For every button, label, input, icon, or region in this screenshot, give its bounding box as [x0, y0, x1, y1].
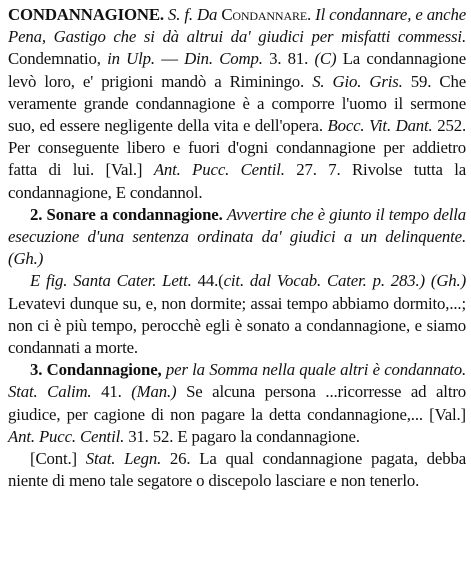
dictionary-entry	[8, 4, 466, 492]
citation-tag: (Man.)	[131, 382, 177, 402]
page-reference: p. 283.)	[372, 271, 425, 291]
citation-ref: 59.	[410, 71, 432, 91]
figurative-label: E fig.	[30, 271, 68, 291]
citation-tag: (Gh.)	[430, 271, 467, 291]
etymology-reference: Condannare.	[221, 5, 312, 24]
definition: Il condannare, e anche Pena, Gastigo che si dà altrui da' giudici per misfatti commessi.	[8, 5, 467, 47]
sense-paragraph	[8, 204, 466, 271]
citation-source: Stat. Legn.	[85, 449, 162, 469]
citation-text: Per conseguente libero e fuori d'ogni condannagione per addietro fatta di lui.	[8, 138, 466, 180]
citation-source: Ant. Pucc. Centil.	[153, 160, 285, 180]
citation-ref: 252.	[437, 116, 466, 136]
citation-source: Santa Cater. Lett.	[73, 271, 192, 291]
etymology-prefix: Da	[197, 5, 218, 24]
sense-definition: per la Somma nella quale altri è condannato.	[165, 360, 467, 380]
citation-ref: 41.	[101, 382, 122, 402]
citation-text: Che veramente grande condannagione è a comporre l'uomo il sermone suo, ed essere negligente della vita e dell'opera.	[8, 71, 467, 136]
latin-source: in Ulp.	[107, 49, 155, 69]
citation-source: S. Gio. Gris.	[312, 71, 403, 91]
sense-number: 2.	[30, 204, 43, 224]
citation-source: Ant. Pucc. Centil.	[8, 426, 125, 446]
entry-paragraph	[8, 4, 466, 204]
citation-source: Din. Comp.	[184, 49, 263, 69]
grammar-label: S. f.	[168, 5, 193, 24]
citation-text: Levatevi dunque su, e, non dormite; assai tempo abbiamo dormito,...; non ci è più tempo, perocchè egli è sonato a condannagione, e siamo condannati a morte.	[8, 293, 466, 358]
citation-ref: 26.	[169, 449, 191, 469]
citation-ref: 27. 7.	[296, 160, 341, 180]
citation-tag: (Gh.)	[8, 249, 44, 269]
continuation-paragraph	[8, 448, 466, 492]
citation-ref: 44.	[197, 271, 219, 291]
citation-text: La condannagione levò loro, e' prigioni mandò a Riminingo.	[8, 49, 467, 91]
citation-text: E pagaro la condannagione.	[177, 426, 360, 446]
sense-headword: Condannagione,	[46, 360, 162, 380]
figurative-paragraph	[8, 270, 466, 359]
citation-tag: [Val.]	[105, 160, 143, 180]
citation-text: La qual condannagione pagata, debba niente di meno tale segatore o discepolo lasciare e non tenerlo.	[8, 449, 466, 491]
citation-note: cit. dal Vocab. Cater.	[223, 271, 367, 291]
citation-tag: (C)	[314, 49, 337, 69]
citation-source: Bocc. Vit. Dant.	[327, 116, 433, 136]
headword: CONDANNAGIONE.	[8, 5, 164, 24]
citation-tag: [Cont.]	[30, 449, 77, 469]
sense-definition: Avvertire che è giunto il tempo della esecuzione d'una sentenza ordinata da' giudici a un delinquente.	[8, 204, 467, 247]
citation-ref: 3. 81.	[269, 49, 309, 69]
dash: —	[161, 49, 178, 69]
sense-paragraph	[8, 359, 466, 448]
citation-ref: 31. 52.	[128, 426, 174, 446]
paren-open: (	[218, 271, 224, 291]
citation-tag: [Val.]	[429, 404, 466, 424]
sense-number: 3.	[30, 360, 43, 380]
sense-headword: Sonare a condannagione.	[46, 204, 223, 224]
citation-text: Se alcuna persona ...ricorresse ad altro giudice, per cagione di non pagare la detta condannagione,...	[8, 382, 467, 424]
latin-equivalent: Condemnatio,	[8, 49, 101, 69]
citation-text: Rivolse tutta la condannagione, E condannol.	[8, 160, 467, 202]
citation-source: Stat. Calim.	[8, 382, 92, 402]
